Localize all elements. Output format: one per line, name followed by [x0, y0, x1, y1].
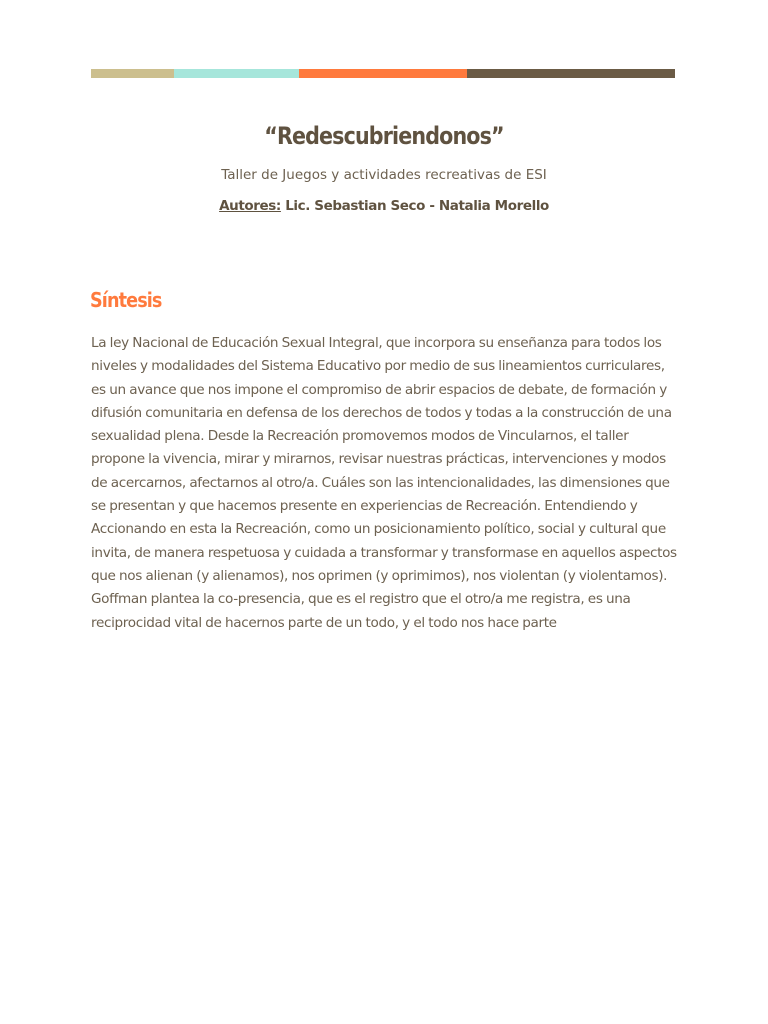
authors-label: Autores:: [219, 198, 281, 214]
paragraph-line: sexualidad plena. Desde la Recreación promovemos modos de Vincularnos, el taller: [91, 428, 629, 445]
paragraph-line: reciprocidad vital de hacernos parte de un todo, y el todo nos hace parte: [91, 614, 557, 631]
color-bar-segment-tan: [91, 69, 174, 78]
document-title: “Redescubriendonos”: [264, 122, 504, 150]
paragraph-line: difusión comunitaria en defensa de los derechos de todos y todas a la construcción de una: [91, 404, 672, 421]
paragraph-line: La ley Nacional de Educación Sexual Integral, que incorpora su enseñanza para todos los: [91, 335, 662, 351]
decorative-color-bar: [91, 69, 675, 78]
authors-line: [0, 198, 768, 214]
section-heading-sintesis: Síntesis: [90, 288, 162, 312]
paragraph-line: invita, de manera respetuosa y cuidada a transformar y transformase en aquellos aspectos: [91, 544, 677, 561]
color-bar-segment-aqua: [174, 69, 299, 78]
paragraph-line: Accionando en esta la Recreación, como un posicionamiento político, social y cultural que: [91, 521, 666, 538]
paragraph-line: Goffman plantea la co-presencia, que es el registro que el otro/a me registra, es una: [91, 591, 631, 608]
paragraph-line: propone la vivencia, mirar y mirarnos, revisar nuestras prácticas, intervenciones y modos: [91, 451, 666, 468]
paragraph-line: es un avance que nos impone el compromiso de abrir espacios de debate, de formación y: [91, 381, 667, 398]
authors-names: Lic. Sebastian Seco - Natalia Morello: [280, 198, 549, 214]
synthesis-paragraph: [91, 332, 677, 635]
color-bar-segment-brown: [467, 69, 675, 78]
paragraph-line: de acercarnos, afectarnos al otro/a. Cuáles son las intencionalidades, las dimensiones que: [91, 474, 670, 491]
color-bar-segment-orange: [299, 69, 467, 78]
paragraph-line: niveles y modalidades del Sistema Educativo por medio de sus lineamientos curriculares,: [91, 358, 665, 375]
paragraph-line: que nos alienan (y alienamos), nos oprimen (y oprimimos), nos violentan (y violentamos).: [91, 567, 668, 584]
document-subtitle: Taller de Juegos y actividades recreativas de ESI: [221, 167, 547, 183]
paragraph-line: se presentan y que hacemos presente en experiencias de Recreación. Entendiendo y: [91, 498, 638, 515]
